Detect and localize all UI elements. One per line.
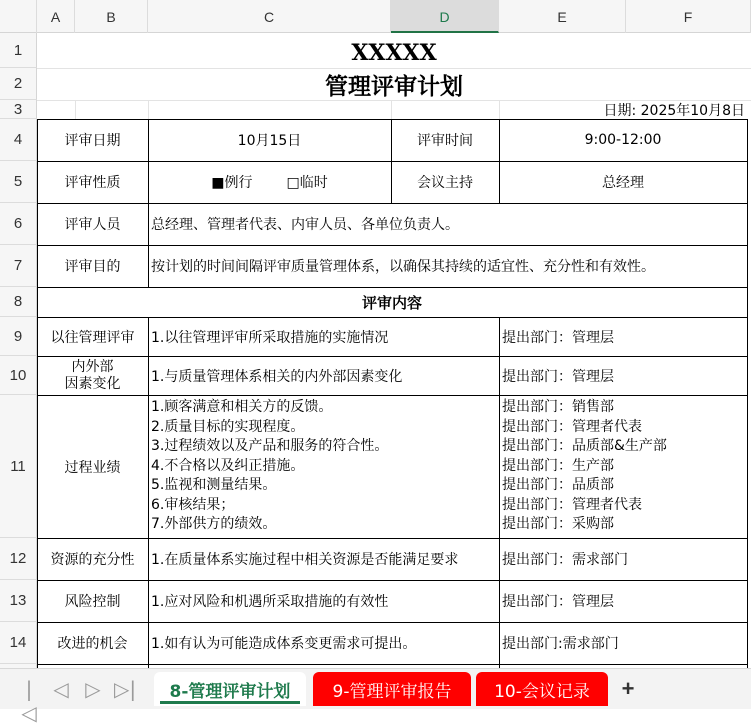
row-header-14[interactable]: 14 bbox=[0, 622, 37, 664]
sheet-tab-minutes[interactable] bbox=[476, 672, 608, 706]
content-dept[interactable]: 提出部门:需求部门 bbox=[502, 636, 619, 652]
content-item: 3.过程绩效以及产品和服务的符合性。 bbox=[151, 438, 389, 455]
content-item[interactable]: 1.应对风险和机遇所采取措施的有效性 bbox=[151, 594, 389, 610]
row-header-9[interactable]: 9 bbox=[0, 317, 37, 356]
table-border bbox=[37, 287, 748, 288]
content-dept: 提出部门：品质部&生产部 bbox=[502, 438, 667, 455]
content-item[interactable]: 1.与质量管理体系相关的内外部因素变化 bbox=[151, 368, 403, 385]
row-header-3[interactable]: 3 bbox=[0, 100, 37, 119]
nature-option-temporary[interactable]: □临时 bbox=[286, 175, 328, 191]
table-border bbox=[37, 395, 748, 396]
host-value[interactable]: 总经理 bbox=[602, 175, 644, 191]
sheet-tab-bar bbox=[0, 668, 751, 725]
review-time-value[interactable]: 9:00-12:00 bbox=[584, 132, 662, 148]
row-header-13[interactable]: 13 bbox=[0, 580, 37, 622]
content-label[interactable]: 过程业绩 bbox=[64, 459, 121, 476]
title-line-1[interactable]: XXXXX bbox=[351, 39, 437, 66]
column-header-f[interactable]: F bbox=[626, 0, 751, 33]
content-dept: 提出部门：管理者代表 bbox=[502, 496, 642, 513]
active-tab-underline bbox=[160, 701, 300, 704]
content-item: 4.不合格以及纠正措施。 bbox=[151, 457, 305, 474]
table-border bbox=[499, 119, 500, 203]
table-border bbox=[37, 664, 748, 665]
personnel-label[interactable]: 评审人员 bbox=[64, 217, 121, 233]
sheet-tab-label: 8-管理评审计划 bbox=[169, 681, 291, 702]
table-border bbox=[148, 119, 149, 287]
row-header-11[interactable]: 11 bbox=[0, 395, 37, 538]
row-header-12[interactable]: 12 bbox=[0, 538, 37, 580]
table-border bbox=[747, 119, 748, 671]
row-header-10[interactable]: 10 bbox=[0, 356, 37, 395]
nature-options[interactable] bbox=[148, 161, 391, 203]
content-label[interactable]: 资源的充分性 bbox=[50, 552, 135, 568]
gridline bbox=[75, 100, 76, 119]
gridline bbox=[391, 100, 392, 119]
content-item[interactable]: 1.在质量体系实施过程中相关资源是否能满足要求 bbox=[151, 552, 459, 568]
column-header-bar bbox=[0, 0, 751, 33]
column-header-e[interactable]: E bbox=[499, 0, 626, 33]
table-border bbox=[37, 317, 748, 318]
sheet-tab-label: 10-会议记录 bbox=[494, 681, 590, 702]
gridline bbox=[148, 100, 149, 119]
content-dept: 提出部门：生产部 bbox=[502, 457, 614, 474]
table-border bbox=[391, 119, 392, 203]
table-border bbox=[37, 356, 748, 357]
content-item-list[interactable] bbox=[148, 395, 499, 538]
date-line[interactable]: 日期: 2025年10月8日 bbox=[603, 102, 745, 119]
content-item: 6.审核结果； bbox=[151, 496, 235, 513]
label-line: 因素变化 bbox=[64, 375, 121, 392]
row-header-1[interactable]: 1 bbox=[0, 33, 37, 68]
table-border bbox=[37, 622, 748, 623]
content-label[interactable]: 风险控制 bbox=[64, 594, 121, 610]
content-dept: 提出部门：品质部 bbox=[502, 477, 614, 494]
label-line: 内外部 bbox=[71, 358, 114, 375]
first-sheet-icon[interactable]: |◁ bbox=[21, 677, 37, 725]
content-dept-list[interactable] bbox=[499, 395, 747, 538]
host-label[interactable]: 会议主持 bbox=[417, 175, 473, 191]
content-item: 2.质量目标的实现程度。 bbox=[151, 418, 305, 435]
table-border bbox=[499, 317, 500, 671]
row-header-5[interactable]: 5 bbox=[0, 161, 37, 203]
title-line-2[interactable]: 管理评审计划 bbox=[325, 72, 463, 100]
content-dept[interactable]: 提出部门：管理层 bbox=[502, 368, 614, 385]
sheet-tab-plan[interactable] bbox=[154, 672, 306, 706]
column-header-a[interactable]: A bbox=[37, 0, 75, 33]
row-header-6[interactable]: 6 bbox=[0, 203, 37, 245]
personnel-value[interactable]: 总经理、管理者代表、内审人员、各单位负责人。 bbox=[151, 217, 459, 233]
content-label[interactable]: 以往管理评审 bbox=[50, 329, 135, 346]
previous-sheet-icon[interactable]: ◁ bbox=[53, 677, 69, 701]
last-sheet-icon[interactable]: ▷| bbox=[114, 677, 137, 701]
table-border bbox=[37, 119, 38, 671]
content-dept[interactable]: 提出部门：管理层 bbox=[502, 594, 614, 610]
table-border bbox=[37, 538, 748, 539]
nature-label[interactable]: 评审性质 bbox=[64, 175, 121, 191]
content-label[interactable]: 改进的机会 bbox=[57, 636, 128, 652]
review-time-label[interactable]: 评审时间 bbox=[417, 133, 473, 149]
column-header-d[interactable]: D bbox=[391, 0, 499, 33]
content-dept: 提出部门：管理者代表 bbox=[502, 418, 642, 435]
content-item[interactable]: 1.如有认为可能造成体系变更需求可提出。 bbox=[151, 636, 417, 652]
select-all-corner[interactable] bbox=[0, 0, 37, 33]
content-dept: 提出部门：销售部 bbox=[502, 399, 614, 416]
table-border bbox=[37, 580, 748, 581]
add-sheet-icon[interactable]: + bbox=[621, 676, 635, 701]
table-border bbox=[37, 203, 748, 204]
nature-option-routine[interactable]: ■例行 bbox=[211, 175, 253, 191]
review-date-label[interactable]: 评审日期 bbox=[64, 133, 121, 149]
content-item: 7.外部供方的绩效。 bbox=[151, 516, 277, 533]
row-header-4[interactable]: 4 bbox=[0, 119, 37, 161]
row-header-7[interactable]: 7 bbox=[0, 245, 37, 287]
content-dept[interactable]: 提出部门：管理层 bbox=[502, 329, 614, 346]
sheet-tab-label: 9-管理评审报告 bbox=[332, 681, 452, 702]
table-border bbox=[37, 119, 748, 120]
purpose-value[interactable]: 按计划的时间间隔评审质量管理体系，以确保其持续的适宜性、充分性和有效性。 bbox=[151, 259, 655, 275]
purpose-label[interactable]: 评审目的 bbox=[64, 259, 121, 275]
table-border bbox=[148, 317, 149, 671]
content-header[interactable]: 评审内容 bbox=[361, 293, 422, 312]
review-date-value[interactable]: 10月15日 bbox=[237, 133, 302, 149]
row-header-8[interactable]: 8 bbox=[0, 287, 37, 317]
content-item[interactable]: 1.以往管理评审所采取措施的实施情况 bbox=[151, 329, 389, 346]
content-label[interactable] bbox=[37, 356, 148, 395]
content-dept[interactable]: 提出部门：需求部门 bbox=[502, 552, 628, 568]
table-border bbox=[37, 245, 748, 246]
column-header-c[interactable]: C bbox=[148, 0, 391, 33]
content-item: 5.监视和测量结果。 bbox=[151, 477, 277, 494]
table-border bbox=[37, 161, 748, 162]
sheet-tab-report[interactable] bbox=[313, 672, 471, 706]
column-header-b[interactable]: B bbox=[75, 0, 148, 33]
row-header-2[interactable]: 2 bbox=[0, 68, 37, 100]
content-dept: 提出部门：采购部 bbox=[502, 516, 614, 533]
content-item: 1.顾客满意和相关方的反馈。 bbox=[151, 399, 333, 416]
next-sheet-icon[interactable]: ▷ bbox=[85, 677, 101, 701]
